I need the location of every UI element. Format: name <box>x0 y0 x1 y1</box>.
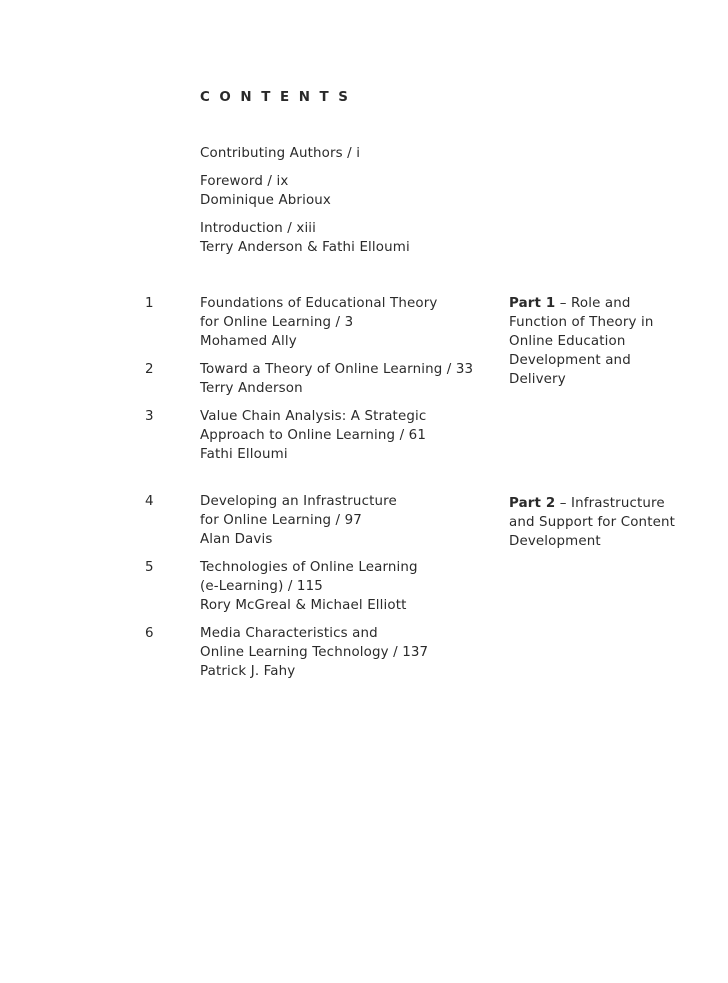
chapter-number: 5 <box>145 560 154 575</box>
front-matter-author: Dominique Abrioux <box>200 193 331 208</box>
part-label-line <box>509 494 665 513</box>
chapter-author: Alan Davis <box>200 532 273 547</box>
part-description: Development <box>509 534 601 549</box>
chapter-title: Value Chain Analysis: A Strategic <box>200 409 427 424</box>
part-label: Part 2 <box>509 496 556 511</box>
chapter-author: Rory McGreal & Michael Elliott <box>200 598 407 613</box>
chapter-title: for Online Learning / 3 <box>200 315 354 330</box>
front-matter-title: Introduction / xiii <box>200 221 317 236</box>
chapter-number: 4 <box>145 494 154 509</box>
chapter-title: for Online Learning / 97 <box>200 513 362 528</box>
chapter-number: 6 <box>145 626 154 641</box>
chapter-title: Media Characteristics and <box>200 626 378 641</box>
chapter-title: Online Learning Technology / 137 <box>200 645 429 660</box>
part-description: – Infrastructure <box>555 496 665 511</box>
front-matter-title: Foreword / ix <box>200 174 289 189</box>
chapter-author: Mohamed Ally <box>200 334 297 349</box>
front-matter-author: Terry Anderson & Fathi Elloumi <box>200 240 410 255</box>
chapter-title: Developing an Infrastructure <box>200 494 397 509</box>
chapter-author: Fathi Elloumi <box>200 447 288 462</box>
chapter-author: Terry Anderson <box>200 381 303 396</box>
part-description: Online Education <box>509 334 626 349</box>
chapter-number: 2 <box>145 362 154 377</box>
chapter-title: Approach to Online Learning / 61 <box>200 428 427 443</box>
part-description: Development and <box>509 353 631 368</box>
chapter-number: 1 <box>145 296 154 311</box>
part-label-line <box>509 294 631 313</box>
chapter-title: Technologies of Online Learning <box>200 560 418 575</box>
part-description: and Support for Content <box>509 515 676 530</box>
part-description: – Role and <box>555 296 631 311</box>
chapter-title: Toward a Theory of Online Learning / 33 <box>200 362 474 377</box>
chapter-number: 3 <box>145 409 154 424</box>
chapter-title: Foundations of Educational Theory <box>200 296 438 311</box>
part-description: Delivery <box>509 372 566 387</box>
chapter-author: Patrick J. Fahy <box>200 664 296 679</box>
contents-heading: CONTENTS <box>200 90 358 105</box>
chapter-title: (e-Learning) / 115 <box>200 579 323 594</box>
front-matter-title: Contributing Authors / i <box>200 146 361 161</box>
part-description: Function of Theory in <box>509 315 654 330</box>
part-label: Part 1 <box>509 296 556 311</box>
